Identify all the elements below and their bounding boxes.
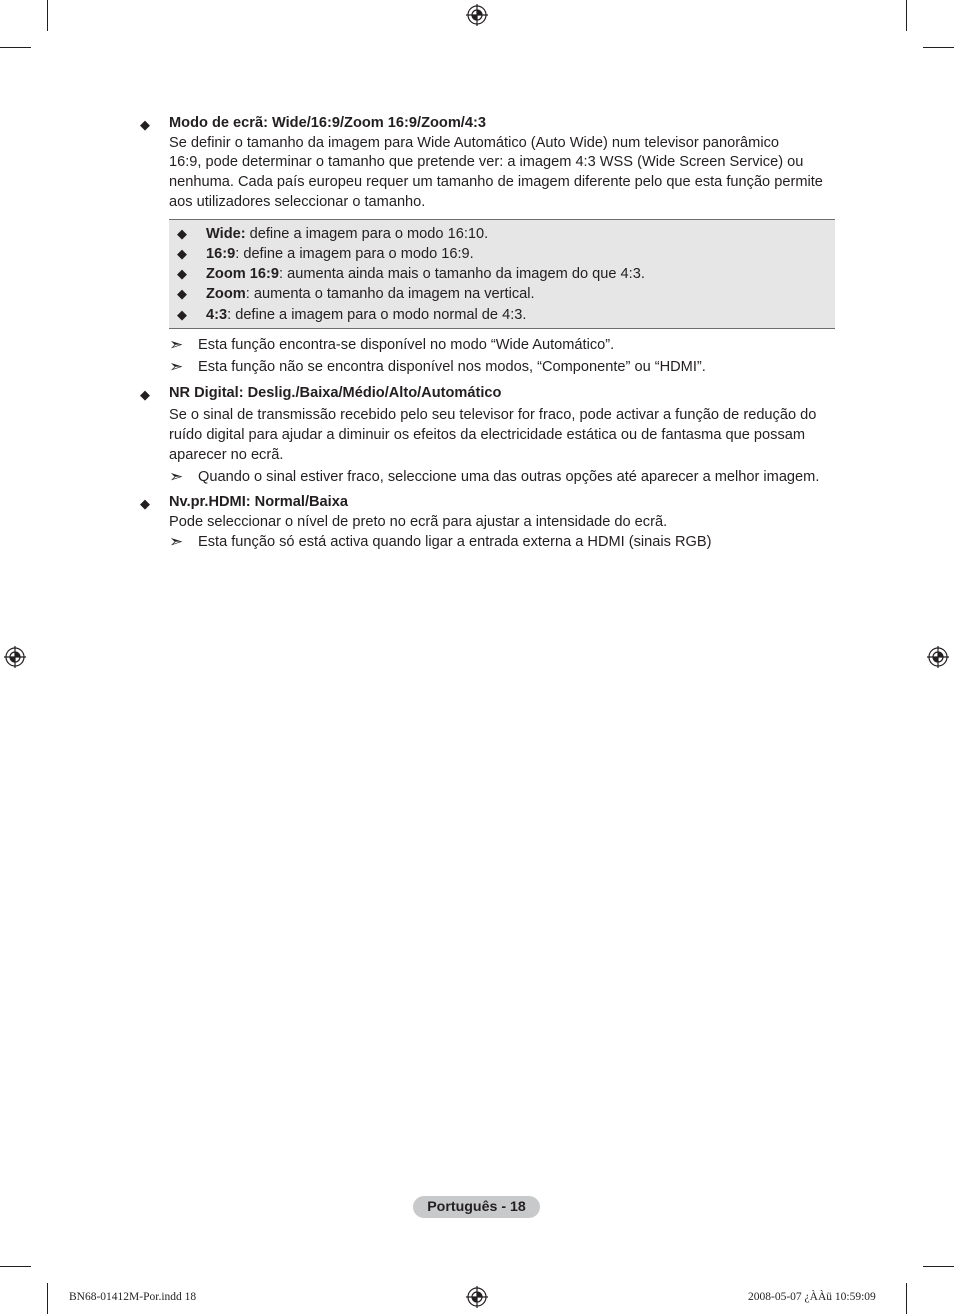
option-list-box xyxy=(169,219,835,329)
section-heading: Modo de ecrã: Wide/16:9/Zoom 16:9/Zoom/4:3 xyxy=(169,115,486,131)
print-slug-file: BN68-01412M-Por.indd 18 xyxy=(69,1291,197,1303)
option-term: 16:9 xyxy=(206,245,236,262)
diamond-bullet-icon: ◆ xyxy=(140,495,150,511)
note-item xyxy=(169,533,840,553)
section-body-line: Se o sinal de transmissão recebido pelo seu televisor for fraco, pode activar a função de redução do xyxy=(169,407,817,424)
section-heading: NR Digital: Deslig./Baixa/Médio/Alto/Automático xyxy=(169,385,502,402)
option-item xyxy=(177,244,835,264)
section-screen-mode xyxy=(140,114,840,213)
section-body-line: aparecer no ecrã. xyxy=(169,446,284,463)
diamond-bullet-icon: ◆ xyxy=(140,117,150,132)
crop-mark xyxy=(906,1283,907,1314)
option-item xyxy=(177,284,835,304)
note-arrow-icon: ➣ xyxy=(169,335,184,354)
section-body-line: 16:9, pode determinar o tamanho que pretende ver: a imagem 4:3 WSS (Wide Screen Service) ou xyxy=(169,154,804,171)
registration-mark-icon xyxy=(4,646,26,668)
section-body-line: aos utilizadores seleccionar o tamanho. xyxy=(169,193,426,210)
diamond-bullet-icon: ◆ xyxy=(177,306,187,322)
note-item xyxy=(169,336,840,356)
crop-mark xyxy=(0,47,31,48)
option-description: : aumenta o tamanho da imagem na vertical. xyxy=(245,286,535,303)
diamond-bullet-icon: ◆ xyxy=(177,225,187,241)
page-number-badge: Português - 18 xyxy=(413,1196,540,1218)
note-text: Esta função só está activa quando ligar a entrada externa a HDMI (sinais RGB) xyxy=(198,534,712,551)
note-arrow-icon: ➣ xyxy=(169,467,184,487)
option-term: 4:3 xyxy=(206,306,228,323)
option-item xyxy=(177,224,835,244)
diamond-bullet-icon: ◆ xyxy=(177,245,187,261)
note-text: Esta função encontra-se disponível no modo “Wide Automático”. xyxy=(198,337,615,353)
note-text: Quando o sinal estiver fraco, seleccione uma das outras opções até aparecer a melhor imagem. xyxy=(198,469,820,486)
section-body-line: ruído digital para ajudar a diminuir os efeitos da electricidade estática ou de fantasma que possam xyxy=(169,426,806,443)
note-list xyxy=(169,336,840,377)
option-term: Zoom 16:9 xyxy=(206,266,279,283)
option-item xyxy=(177,305,835,325)
section-body-line: nenhuma. Cada país europeu requer um tamanho de imagem diferente pelo que esta função permite xyxy=(169,174,823,191)
option-term: Wide: xyxy=(206,225,246,242)
option-description: : define a imagem para o modo 16:9. xyxy=(235,245,474,262)
registration-mark-icon xyxy=(927,646,949,668)
note-text: Esta função não se encontra disponível nos modos, “Componente” ou “HDMI”. xyxy=(198,358,706,375)
diamond-bullet-icon: ◆ xyxy=(140,387,150,403)
crop-mark xyxy=(47,0,48,31)
crop-mark xyxy=(923,1266,954,1267)
section-body-line: Se definir o tamanho da imagem para Wide Automático (Auto Wide) num televisor panorâmico xyxy=(169,134,779,151)
crop-mark xyxy=(47,1283,48,1314)
diamond-bullet-icon: ◆ xyxy=(177,286,187,302)
diamond-bullet-icon: ◆ xyxy=(177,266,187,282)
registration-mark-icon xyxy=(466,1286,488,1308)
option-description: define a imagem para o modo 16:10. xyxy=(245,225,489,242)
option-description: : define a imagem para o modo normal de 4:3. xyxy=(227,306,527,323)
note-item xyxy=(169,358,840,378)
crop-mark xyxy=(0,1266,31,1267)
section-digital-nr xyxy=(140,384,840,488)
crop-mark xyxy=(906,0,907,31)
section-hdmi-black-level xyxy=(140,493,840,553)
print-slug-timestamp: 2008-05-07 ¿ÀÀü 10:59:09 xyxy=(748,1291,876,1303)
option-item xyxy=(177,264,835,284)
section-heading: Nv.pr.HDMI: Normal/Baixa xyxy=(169,493,348,510)
page-content xyxy=(140,114,840,553)
note-arrow-icon: ➣ xyxy=(169,532,184,552)
option-description: : aumenta ainda mais o tamanho da imagem do que 4:3. xyxy=(278,266,645,283)
crop-mark xyxy=(923,47,954,48)
section-body-line: Pode seleccionar o nível de preto no ecrã para ajustar a intensidade do ecrã. xyxy=(169,513,668,530)
note-item xyxy=(169,468,840,488)
registration-mark-icon xyxy=(466,4,488,26)
note-arrow-icon: ➣ xyxy=(169,356,184,376)
option-term: Zoom xyxy=(206,286,246,303)
